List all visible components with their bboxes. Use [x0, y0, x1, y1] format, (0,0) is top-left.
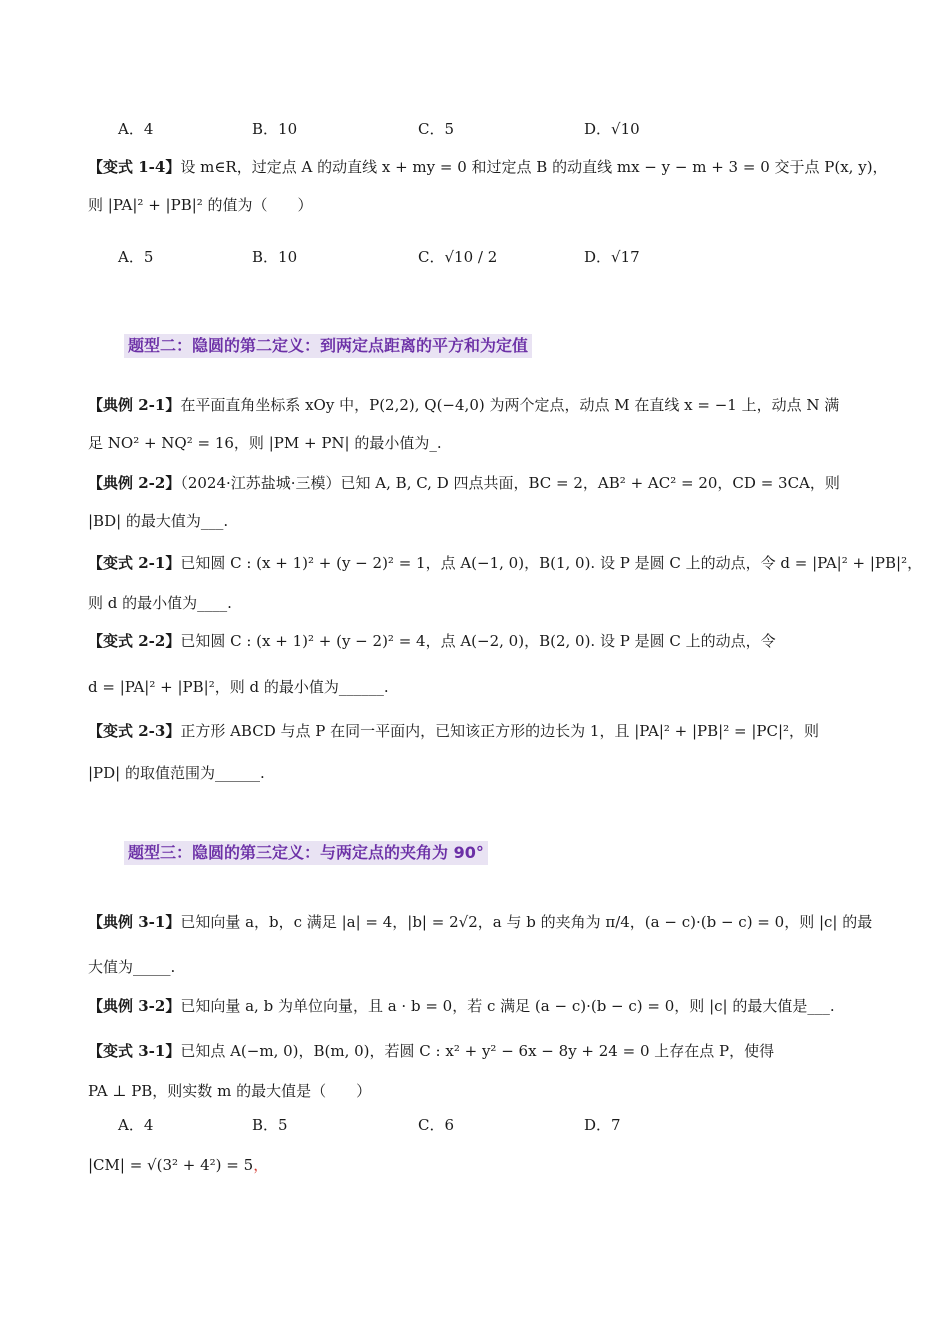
example-2-1-line-2: 足 NO² + NQ² = 16，则 |PM + PN| 的最小值为_.: [88, 434, 442, 452]
variant-2-2-text-1: 已知圆 C : (x + 1)² + (y − 2)² = 4，点 A(−2, 0)，B(2, 0). 设 P 是圆 C 上的动点，令: [180, 632, 776, 650]
variant-2-1-label: 【变式 2-1】: [88, 554, 181, 572]
variant-2-2-label: 【变式 2-2】: [88, 632, 181, 650]
variant-3-1-label: 【变式 3-1】: [88, 1042, 181, 1060]
example-3-2-label: 【典例 3-2】: [88, 997, 181, 1015]
variant-1-4-line-2: 则 |PA|² + |PB|² 的值为（ ）: [88, 196, 313, 214]
option-c: C．5: [418, 120, 455, 138]
option-a: A．4: [118, 1116, 154, 1134]
example-2-1-text-1: 在平面直角坐标系 xOy 中，P(2,2), Q(−4,0) 为两个定点，动点 M 在直线 x = −1 上，动点 N 满: [180, 396, 840, 414]
variant-2-3-text-1: 正方形 ABCD 与点 P 在同一平面内，已知该正方形的边长为 1，且 |PA|² + |PB|² = |PC|²，则: [180, 722, 820, 740]
variant-1-4-line-1: [88, 156, 888, 178]
option-b: B．10: [252, 120, 298, 138]
variant-1-4-text-1: 设 m∈R，过定点 A 的动直线 x + my = 0 和过定点 B 的动直线 mx − y − m + 3 = 0 交于点 P(x, y)，: [180, 158, 888, 176]
example-3-1-label: 【典例 3-1】: [88, 913, 181, 931]
variant-2-1-text-1: 已知圆 C : (x + 1)² + (y − 2)² = 1，点 A(−1, 0)，B(1, 0). 设 P 是圆 C 上的动点，令 d = |PA|² + |PB|²，: [180, 554, 923, 572]
example-2-2-line-1: [88, 472, 862, 494]
example-2-2-label: 【典例 2-2】: [88, 474, 181, 492]
example-2-1-line-1: [88, 394, 862, 416]
variant-3-1-line-2: PA ⊥ PB，则实数 m 的最大值是（ ）: [88, 1082, 372, 1100]
example-2-2-text-1: （2024·江苏盐城·三模）已知 A, B, C, D 四点共面，BC = 2，AB² + AC² = 20，CD = 3CA，则: [180, 474, 840, 492]
example-3-2-line-1: [88, 995, 862, 1017]
variant-2-3-line-2: |PD| 的取值范围为______.: [88, 764, 265, 782]
variant-2-2-line-1: [88, 630, 862, 652]
variant-2-2-line-2: d = |PA|² + |PB|²，则 d 的最小值为______.: [88, 678, 389, 696]
tail-formula: |CM| = √(3² + 4²) = 5: [88, 1156, 254, 1174]
option-a: A．5: [118, 248, 154, 266]
option-a: A．4: [118, 120, 154, 138]
variant-2-1-line-2: 则 d 的最小值为____.: [88, 594, 232, 612]
section-heading-2: 题型二：隐圆的第二定义：到两定点距离的平方和为定值: [124, 334, 532, 358]
tail-formula-line: [88, 1154, 862, 1176]
option-d: D．√10: [584, 120, 640, 138]
example-3-1-line-1: [88, 911, 873, 933]
example-3-1-line-2: 大值为_____.: [88, 958, 176, 976]
variant-1-4-label: 【变式 1-4】: [88, 158, 181, 176]
variant-2-1-line-1: [88, 552, 923, 574]
option-d: D．7: [584, 1116, 621, 1134]
example-3-2-text-1: 已知向量 a, b 为单位向量，且 a · b = 0，若 c 满足 (a − c)·(b − c) = 0，则 |c| 的最大值是___.: [180, 997, 835, 1015]
option-c: C．6: [418, 1116, 455, 1134]
example-3-1-text-1: 已知向量 a，b，c 满足 |a| = 4，|b| = 2√2，a 与 b 的夹角为 π/4，(a − c)·(b − c) = 0，则 |c| 的最: [180, 913, 873, 931]
example-2-2-line-2: |BD| 的最大值为___.: [88, 512, 229, 530]
section-heading-3: 题型三：隐圆的第三定义：与两定点的夹角为 90°: [124, 841, 488, 865]
variant-2-3-label: 【变式 2-3】: [88, 722, 181, 740]
option-b: B．5: [252, 1116, 288, 1134]
variant-3-1-line-1: [88, 1040, 862, 1062]
option-d: D．√17: [584, 248, 640, 266]
variant-3-1-text-1: 已知点 A(−m, 0)，B(m, 0)，若圆 C : x² + y² − 6x − 8y + 24 = 0 上存在点 P，使得: [180, 1042, 775, 1060]
option-b: B．10: [252, 248, 298, 266]
example-2-1-label: 【典例 2-1】: [88, 396, 181, 414]
option-c: C．√10 / 2: [418, 248, 498, 266]
tail-comma: ，: [253, 1156, 269, 1174]
variant-2-3-line-1: [88, 720, 862, 742]
